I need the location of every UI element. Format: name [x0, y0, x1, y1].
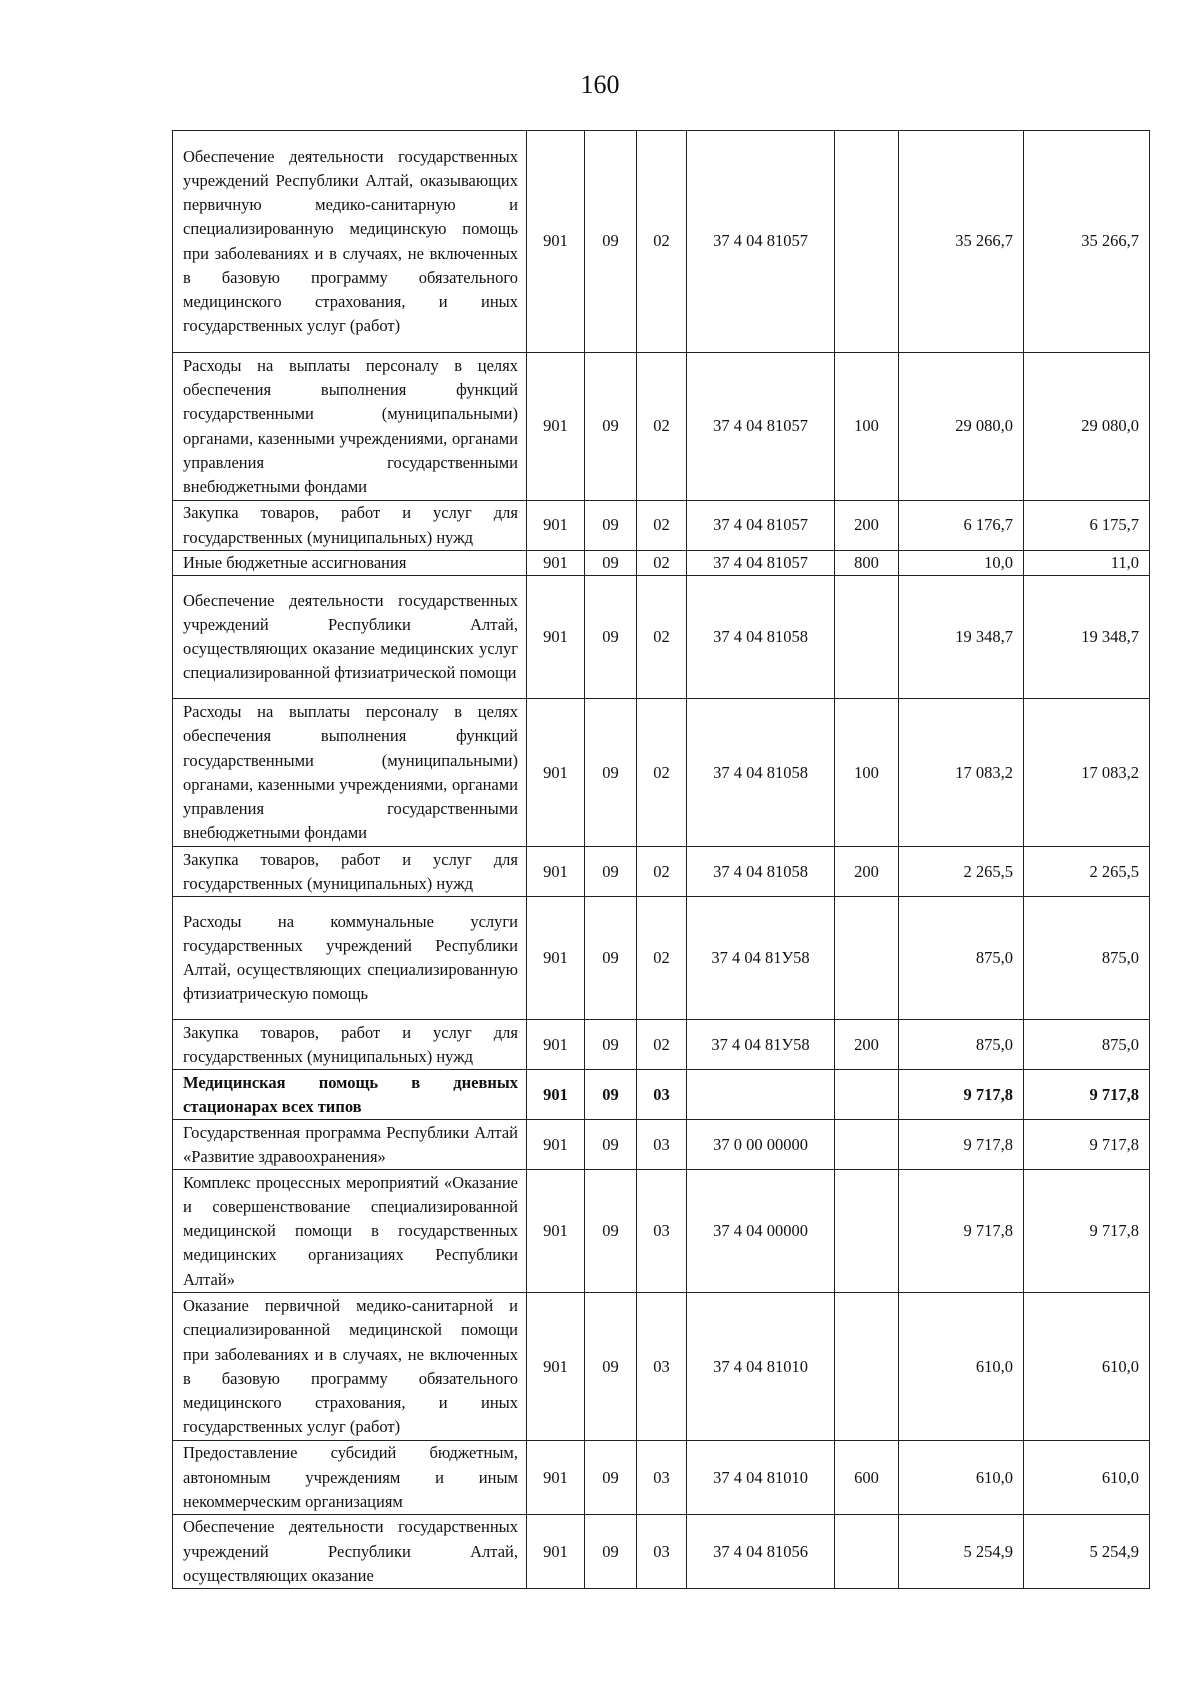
cell-description: Закупка товаров, работ и услуг для государственных (муниципальных) нужд	[173, 501, 527, 551]
cell-target-article: 37 4 04 81058	[687, 576, 835, 699]
table-row	[173, 1293, 1150, 1441]
cell-amount-year-2: 35 266,7	[1024, 131, 1150, 353]
cell-expense-type: 800	[835, 551, 899, 576]
cell-subsection-code: 02	[637, 699, 687, 847]
cell-amount-year-2: 9 717,8	[1024, 1070, 1150, 1120]
cell-ministry-code: 901	[527, 1170, 585, 1293]
cell-expense-type: 200	[835, 847, 899, 897]
cell-subsection-code: 03	[637, 1120, 687, 1170]
cell-target-article: 37 4 04 81У58	[687, 1020, 835, 1070]
cell-expense-type: 100	[835, 699, 899, 847]
cell-subsection-code: 02	[637, 1020, 687, 1070]
cell-subsection-code: 02	[637, 551, 687, 576]
cell-amount-year-1: 6 176,7	[899, 501, 1024, 551]
cell-subsection-code: 03	[637, 1170, 687, 1293]
cell-amount-year-1: 17 083,2	[899, 699, 1024, 847]
table-row	[173, 699, 1150, 847]
cell-amount-year-2: 2 265,5	[1024, 847, 1150, 897]
cell-ministry-code: 901	[527, 1070, 585, 1120]
table-row	[173, 1170, 1150, 1293]
cell-amount-year-1: 35 266,7	[899, 131, 1024, 353]
cell-ministry-code: 901	[527, 1120, 585, 1170]
cell-amount-year-1: 875,0	[899, 1020, 1024, 1070]
cell-target-article: 37 4 04 81057	[687, 501, 835, 551]
cell-section-code: 09	[585, 1170, 637, 1293]
cell-subsection-code: 02	[637, 131, 687, 353]
cell-target-article: 37 4 04 81058	[687, 847, 835, 897]
cell-amount-year-1: 9 717,8	[899, 1070, 1024, 1120]
table-row	[173, 353, 1150, 501]
table-row	[173, 1441, 1150, 1515]
cell-target-article: 37 4 04 81010	[687, 1441, 835, 1515]
cell-amount-year-2: 19 348,7	[1024, 576, 1150, 699]
cell-expense-type	[835, 1170, 899, 1293]
table-row	[173, 576, 1150, 699]
budget-table	[172, 130, 1150, 1589]
table-row	[173, 1020, 1150, 1070]
cell-ministry-code: 901	[527, 1020, 585, 1070]
cell-expense-type: 200	[835, 1020, 899, 1070]
cell-section-code: 09	[585, 1120, 637, 1170]
cell-amount-year-2: 9 717,8	[1024, 1170, 1150, 1293]
cell-target-article: 37 4 04 81056	[687, 1515, 835, 1589]
cell-amount-year-1: 9 717,8	[899, 1170, 1024, 1293]
cell-section-code: 09	[585, 576, 637, 699]
cell-amount-year-2: 610,0	[1024, 1441, 1150, 1515]
cell-expense-type: 200	[835, 501, 899, 551]
cell-expense-type: 100	[835, 353, 899, 501]
cell-amount-year-2: 875,0	[1024, 897, 1150, 1020]
cell-description: Государственная программа Республики Алтай «Развитие здравоохранения»	[173, 1120, 527, 1170]
budget-table-body	[173, 131, 1150, 1589]
cell-subsection-code: 03	[637, 1441, 687, 1515]
cell-description: Иные бюджетные ассигнования	[173, 551, 527, 576]
cell-amount-year-2: 5 254,9	[1024, 1515, 1150, 1589]
cell-amount-year-2: 875,0	[1024, 1020, 1150, 1070]
table-row	[173, 897, 1150, 1020]
cell-amount-year-1: 610,0	[899, 1441, 1024, 1515]
cell-ministry-code: 901	[527, 1515, 585, 1589]
cell-section-code: 09	[585, 1070, 637, 1120]
table-row	[173, 131, 1150, 353]
cell-ministry-code: 901	[527, 576, 585, 699]
cell-section-code: 09	[585, 1515, 637, 1589]
cell-description: Закупка товаров, работ и услуг для государственных (муниципальных) нужд	[173, 1020, 527, 1070]
cell-ministry-code: 901	[527, 131, 585, 353]
cell-target-article: 37 0 00 00000	[687, 1120, 835, 1170]
cell-amount-year-2: 11,0	[1024, 551, 1150, 576]
page-number: 160	[580, 70, 620, 99]
cell-amount-year-1: 19 348,7	[899, 576, 1024, 699]
cell-ministry-code: 901	[527, 1293, 585, 1441]
cell-subsection-code: 02	[637, 847, 687, 897]
cell-description: Расходы на коммунальные услуги государственных учреждений Республики Алтай, осуществляющих специализированную фтизиатрическую помощь	[173, 897, 527, 1020]
cell-section-code: 09	[585, 551, 637, 576]
cell-target-article: 37 4 04 00000	[687, 1170, 835, 1293]
table-row	[173, 1070, 1150, 1120]
cell-amount-year-2: 6 175,7	[1024, 501, 1150, 551]
cell-subsection-code: 02	[637, 353, 687, 501]
cell-ministry-code: 901	[527, 847, 585, 897]
cell-amount-year-1: 9 717,8	[899, 1120, 1024, 1170]
cell-subsection-code: 03	[637, 1515, 687, 1589]
cell-ministry-code: 901	[527, 551, 585, 576]
cell-description: Закупка товаров, работ и услуг для государственных (муниципальных) нужд	[173, 847, 527, 897]
cell-target-article: 37 4 04 81010	[687, 1293, 835, 1441]
cell-target-article: 37 4 04 81057	[687, 551, 835, 576]
cell-subsection-code: 02	[637, 501, 687, 551]
cell-amount-year-1: 10,0	[899, 551, 1024, 576]
cell-section-code: 09	[585, 1020, 637, 1070]
cell-section-code: 09	[585, 1441, 637, 1515]
cell-expense-type	[835, 131, 899, 353]
cell-expense-type	[835, 1120, 899, 1170]
cell-expense-type	[835, 576, 899, 699]
table-row	[173, 501, 1150, 551]
cell-subsection-code: 02	[637, 576, 687, 699]
cell-amount-year-1: 2 265,5	[899, 847, 1024, 897]
cell-section-code: 09	[585, 699, 637, 847]
cell-description: Расходы на выплаты персоналу в целях обеспечения выполнения функций государственными (муниципальными) органами, казенными учреждениями, органами управления государственными внебюджетными фондами	[173, 353, 527, 501]
cell-description: Расходы на выплаты персоналу в целях обеспечения выполнения функций государственными (муниципальными) органами, казенными учреждениями, органами управления государственными внебюджетными фондами	[173, 699, 527, 847]
cell-description: Медицинская помощь в дневных стационарах всех типов	[173, 1070, 527, 1120]
cell-ministry-code: 901	[527, 699, 585, 847]
cell-section-code: 09	[585, 847, 637, 897]
cell-section-code: 09	[585, 131, 637, 353]
cell-section-code: 09	[585, 1293, 637, 1441]
cell-amount-year-2: 610,0	[1024, 1293, 1150, 1441]
cell-target-article: 37 4 04 81058	[687, 699, 835, 847]
cell-section-code: 09	[585, 353, 637, 501]
cell-description: Предоставление субсидий бюджетным, автономным учреждениям и иным некоммерческим организациям	[173, 1441, 527, 1515]
cell-target-article	[687, 1070, 835, 1120]
table-row	[173, 1120, 1150, 1170]
cell-target-article: 37 4 04 81057	[687, 131, 835, 353]
table-row	[173, 847, 1150, 897]
cell-expense-type: 600	[835, 1441, 899, 1515]
cell-target-article: 37 4 04 81057	[687, 353, 835, 501]
cell-expense-type	[835, 1293, 899, 1441]
cell-amount-year-2: 29 080,0	[1024, 353, 1150, 501]
cell-ministry-code: 901	[527, 501, 585, 551]
cell-amount-year-2: 17 083,2	[1024, 699, 1150, 847]
cell-ministry-code: 901	[527, 353, 585, 501]
cell-amount-year-2: 9 717,8	[1024, 1120, 1150, 1170]
cell-expense-type	[835, 1515, 899, 1589]
table-row	[173, 551, 1150, 576]
cell-subsection-code: 03	[637, 1070, 687, 1120]
cell-section-code: 09	[585, 501, 637, 551]
cell-amount-year-1: 5 254,9	[899, 1515, 1024, 1589]
cell-section-code: 09	[585, 897, 637, 1020]
cell-ministry-code: 901	[527, 1441, 585, 1515]
cell-target-article: 37 4 04 81У58	[687, 897, 835, 1020]
cell-ministry-code: 901	[527, 897, 585, 1020]
cell-expense-type	[835, 1070, 899, 1120]
cell-description: Оказание первичной медико-санитарной и специализированной медицинской помощи при заболеваниях и в случаях, не включенных в базовую программу обязательного медицинского страхования, и иных государственных услуг (работ)	[173, 1293, 527, 1441]
table-row	[173, 1515, 1150, 1589]
cell-description: Комплекс процессных мероприятий «Оказание и совершенствование специализированной медицинской помощи в государственных медицинских организациях Республики Алтай»	[173, 1170, 527, 1293]
cell-expense-type	[835, 897, 899, 1020]
cell-description: Обеспечение деятельности государственных учреждений Республики Алтай, осуществляющих оказание медицинских услуг специализированной фтизиатрической помощи	[173, 576, 527, 699]
cell-description: Обеспечение деятельности государственных учреждений Республики Алтай, осуществляющих оказание	[173, 1515, 527, 1589]
cell-amount-year-1: 29 080,0	[899, 353, 1024, 501]
cell-amount-year-1: 875,0	[899, 897, 1024, 1020]
cell-amount-year-1: 610,0	[899, 1293, 1024, 1441]
cell-subsection-code: 02	[637, 897, 687, 1020]
cell-subsection-code: 03	[637, 1293, 687, 1441]
cell-description: Обеспечение деятельности государственных учреждений Республики Алтай, оказывающих первичную медико-санитарную и специализированную медицинскую помощь при заболеваниях и в случаях, не включенных в базовую программу обязательного медицинского страхования, и иных государственных услуг (работ)	[173, 131, 527, 353]
